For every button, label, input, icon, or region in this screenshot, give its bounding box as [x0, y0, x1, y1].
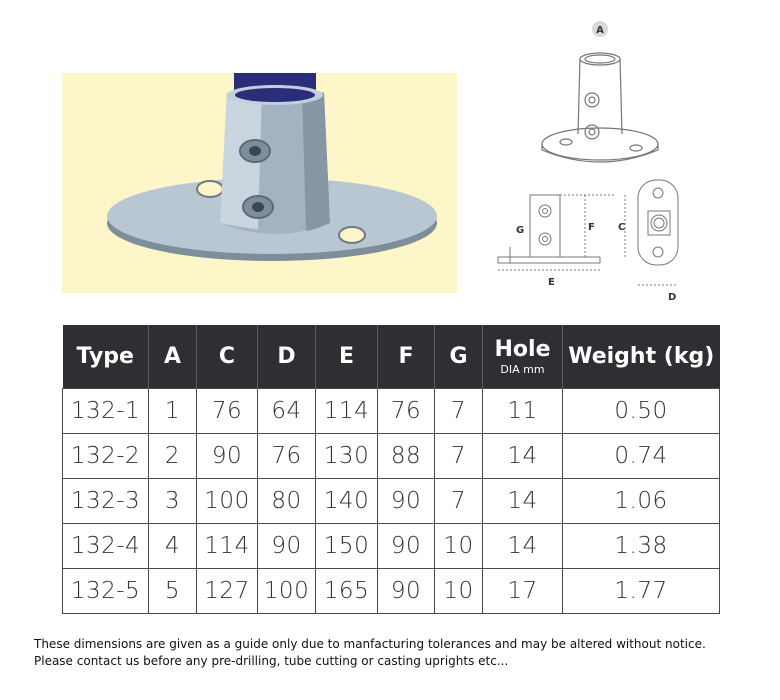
cell-f: 90: [378, 479, 435, 524]
cell-weight: 1.38: [563, 524, 720, 569]
cell-hole: 11: [483, 389, 563, 434]
header-c: C: [197, 325, 258, 389]
header-type: Type: [63, 325, 149, 389]
header-f: F: [378, 325, 435, 389]
dimension-drawing: [490, 175, 710, 305]
header-weight: Weight (kg): [563, 325, 720, 389]
table-row: [63, 524, 720, 569]
fitting-illustration: [62, 73, 457, 293]
cell-f: 90: [378, 524, 435, 569]
cell-g: 10: [435, 524, 483, 569]
cell-c: 114: [197, 524, 258, 569]
cell-hole: 17: [483, 569, 563, 614]
cell-f: 88: [378, 434, 435, 479]
table-header-row: [63, 325, 720, 389]
cell-g: 7: [435, 479, 483, 524]
cell-c: 90: [197, 434, 258, 479]
cell-weight: 0.74: [563, 434, 720, 479]
header-d: D: [258, 325, 316, 389]
cell-type: 132-1: [63, 389, 149, 434]
cell-e: 130: [316, 434, 378, 479]
cell-hole: 14: [483, 479, 563, 524]
cell-d: 76: [258, 434, 316, 479]
cell-a: 1: [149, 389, 197, 434]
cell-g: 10: [435, 569, 483, 614]
product-photo: [62, 73, 457, 293]
table-row: [63, 479, 720, 524]
cell-d: 100: [258, 569, 316, 614]
header-g: G: [435, 325, 483, 389]
footnote-line-1: These dimensions are given as a guide only due to manfacturing tolerances and may be altered without notice.: [34, 637, 706, 651]
cell-a: 5: [149, 569, 197, 614]
cell-type: 132-5: [63, 569, 149, 614]
cell-a: 2: [149, 434, 197, 479]
cell-type: 132-4: [63, 524, 149, 569]
cell-hole: 14: [483, 524, 563, 569]
label-f: F: [588, 222, 595, 233]
cell-c: 100: [197, 479, 258, 524]
cell-g: 7: [435, 389, 483, 434]
header-e: E: [316, 325, 378, 389]
specification-table: [62, 325, 720, 614]
cell-c: 76: [197, 389, 258, 434]
cell-weight: 1.77: [563, 569, 720, 614]
table-row: [63, 569, 720, 614]
cell-d: 80: [258, 479, 316, 524]
isometric-drawing: [540, 14, 665, 174]
cell-f: 90: [378, 569, 435, 614]
label-c: C: [618, 222, 626, 233]
label-d: D: [668, 292, 677, 303]
cell-e: 114: [316, 389, 378, 434]
cell-d: 90: [258, 524, 316, 569]
cell-f: 76: [378, 389, 435, 434]
table-row: [63, 434, 720, 479]
label-a: A: [596, 25, 604, 36]
label-g: G: [516, 225, 525, 236]
table-row: [63, 389, 720, 434]
cell-g: 7: [435, 434, 483, 479]
header-a: A: [149, 325, 197, 389]
cell-c: 127: [197, 569, 258, 614]
cell-a: 4: [149, 524, 197, 569]
label-e: E: [548, 277, 555, 288]
footnote: [34, 636, 774, 670]
cell-d: 64: [258, 389, 316, 434]
header-hole: Hole DIA mm: [483, 325, 563, 389]
cell-e: 150: [316, 524, 378, 569]
cell-weight: 0.50: [563, 389, 720, 434]
cell-weight: 1.06: [563, 479, 720, 524]
cell-type: 132-2: [63, 434, 149, 479]
cell-e: 165: [316, 569, 378, 614]
cell-type: 132-3: [63, 479, 149, 524]
cell-hole: 14: [483, 434, 563, 479]
cell-e: 140: [316, 479, 378, 524]
cell-a: 3: [149, 479, 197, 524]
footnote-line-2: Please contact us before any pre-drilling, tube cutting or casting uprights etc...: [34, 654, 509, 668]
